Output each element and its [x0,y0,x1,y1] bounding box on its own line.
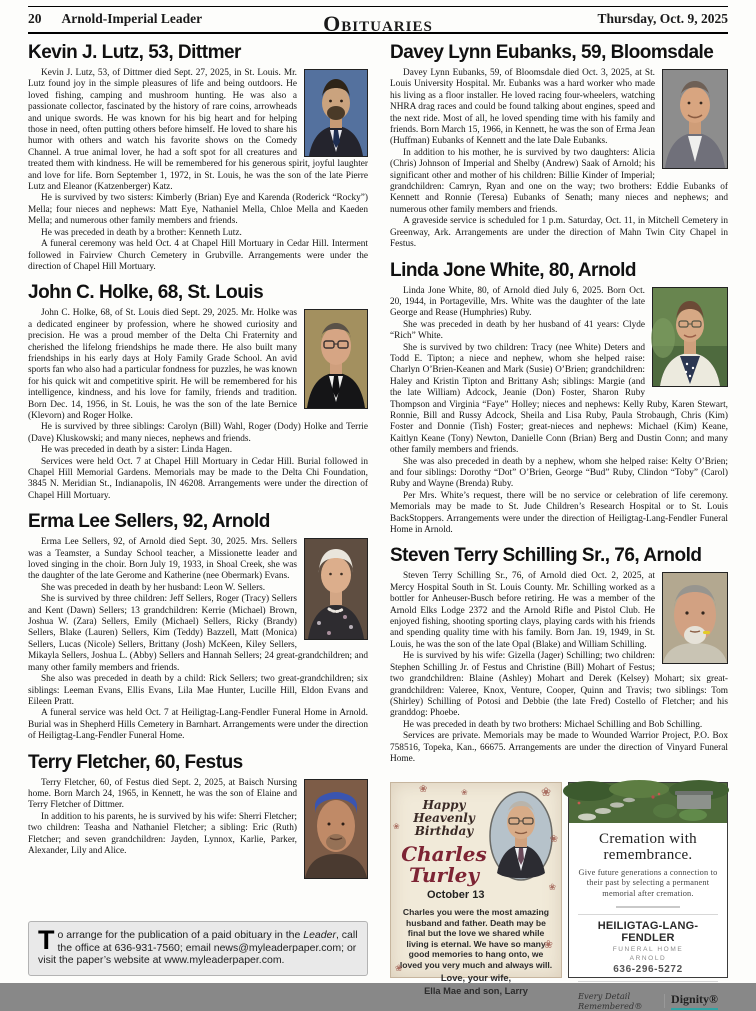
photo-john-holke [304,309,368,409]
obituary-headline: Erma Lee Sellers, 92, Arnold [28,511,270,533]
right-obituary-stream [390,41,728,782]
notice-text: o arrange for the publication of a paid obituary in the [57,929,304,942]
obituary-paragraph: Services are private. Memorials may be made to Wounded Warrior Project, P.O. Box 758516, Topeka, Kan., 66675. Arrangements are under the direction of Vinyard Funeral Home. [390,731,728,764]
obituary-paragraph: She was preceded in death by her husband of 41 years: Clyde “Rich” White. [390,319,645,342]
obituary-paragraph: Davey Lynn Eubanks, 59, of Bloomsdale died Oct. 3, 2025, at St. Louis University Hospital. Mr. Eubanks was a hard worker who made his living as a floor installer. He loved racing four-wheelers, watching NHRA drag races and could be found talking about engines, speed and the next ride. Most of all, he loved spending time with his family and friends. Born March 15, 1966, in Kennett, he was the son of Erma Jean (Huffman) Eubanks of Kennett and the late Dale Eubanks. [390,68,655,147]
advertisements-row [390,782,728,1011]
turley-name-line2: Turley [408,863,480,887]
turley-greeting-line1: Happy Heavenly [413,798,475,825]
obituary-paragraph: She was preceded in death by her husband: Leon W. Sellers. [41,582,266,593]
photo-charles-turley-oval [489,791,553,886]
notice-dropcap: T [38,925,55,956]
obituary-paragraph: He is survived by two sisters: Kimberly (Brian) Eye and Karenda (Roderick “Rocky”) Mella; four nieces and nephews: Matt Eye, Nathaniel Mella, Chloe Mella and Kaeden Mella; and numerous other family members and friends. [28,193,368,227]
floral-decoration-icon: ❀ [461,788,468,797]
obituary-paragraph: Kevin J. Lutz, 53, of Dittmer died Sept. 27, 2025, in St. Louis. Mr. Lutz found joy in the simple pleasures of life and being outdoors. He loved fishing, camping and mushroom hunting. He was also a passionate collector, fascinated by the history of rare coins, arrowheads and unique swords. He was known for his big heart and for helping those in need, often putting others before himself. He loved to share his humor with others and watch his favorite shows on the Comedy Channel. A true animal lover, he had a soft spot for all creatures and treated them with kindness. He will be remembered for his generous spirit, joyful laughter and love for life. Born September 1, 1972, in St. Louis, he was the son of the late Pierre Lutz and Eleanor (Katzenberger) Katz. [28,68,368,193]
obituary-headline: Terry Fletcher, 60, Festus [28,751,243,773]
dignity-logo: Dignity® [671,992,718,1010]
obituary-paragraph: He is survived by his wife: Gizella (Jager) Schilling; two children: Stephen Schilling Jr. of Festus and Christine (Bill) Mohart of Festus; two grandchildren: Blaine (Ashley) Mohart and Derek (Kelsey) Mohart; six great-grandchildren: Valeree, Knox, Venture, Cooper, Quinn and Travis; two siblings: Tom (Shirley) Schilling of Potosi and Debbie (the late Fred) Costello of Fletcher; and his granddog: Phoebe. [390,651,728,719]
obituary-kevin-lutz [28,42,368,273]
turley-closing-line2: Ella Mae and son, Larry [424,986,528,997]
obituary-paragraph: A funeral ceremony was held Oct. 4 at Chapel Hill Mortuary in Cedar Hill. Interment followed in Fairview Church Cemetery in Grubville. Arrangements were under the direction of Chapel Hill Mortuary. [28,239,368,272]
obituary-paragraph: In addition to his mother, he is survived by two daughters: Alicia (Chris) Johnson of Imperial and Shelby (Andrew) Saak of Arnold; his significant other and mother of his children: Billie Kinder of Imperial; grandchildren: Camryn, Ryan and one on the way; two brothers: Eddie Eubanks of Kennett and Ronnie (Teresa) Eubanks of Senath; many nieces and nephews; and numerous other family members and friends. [390,147,728,215]
obituary-paragraph: She also was preceded in death by a child: Rick Sellers; two great-grandchildren; six siblings: Leeman Evans, Ellis Evans, Lila Mae Hunter, Lucille Hill, Eldon Evans and Eileen Pratt. [28,674,368,707]
issue-date: Thursday, Oct. 9, 2025 [597,11,728,26]
obituary-paragraph: John C. Holke, 68, of St. Louis died Sept. 29, 2025. Mr. Holke was a dedicated engineer by profession, where he showed curiosity and precision. He was a proud member of the Delta Chi Fraternity and cherished the lifelong friendships he made there. He also built many friendships in his early days at Holy Family Grade School. An avid sports fan who also had a particular fondness for puzzles, he was known for his quick wit and competitive spirit. He will be remembered for his intelligence, kindness, and his love for family, friends and tradition. Born Dec. 14, 1956, in St. Louis, he was the son of the late Bernice (Klevorn) and Roger Holke. [28,308,297,421]
notice-text: , call the office at 636-931-7560; email news@myleaderpaper.com; or visit the paper’s website at www.myleaderpaper.com. [38,929,358,967]
funeral-home-subtitle: FUNERAL HOME [612,946,684,954]
obituary-john-holke [28,282,368,502]
photo-erma-sellers [304,538,368,640]
right-column [390,41,728,1011]
turley-greeting-line2: Birthday [414,824,474,838]
obituary-headline: John C. Holke, 68, St. Louis [28,282,264,304]
obituary-paragraph: A funeral service was held Oct. 7 at Heiligtag-Lang-Fendler Funeral Home in Arnold. Burial was in Shepherd Hills Cemetery in Barnhart. Arrangements were under the direction of Heiligtag-Lang-Fendler Funeral Home. [28,708,369,742]
obituary-paragraph: He is survived by three siblings: Carolyn (Bill) Wahl, Roger (Dody) Holke and Terrie (Dave) Kluskowski; and many nieces, nephews and friends. [28,422,368,444]
floral-decoration-icon: ❀ [549,834,558,845]
funeral-home-phone: 636-296-5272 [613,964,683,976]
obituary-headline: Davey Lynn Eubanks, 59, Bloomsdale [390,42,714,63]
masthead [28,6,728,34]
cremation-title-line2: remembrance. [603,847,693,863]
obituary-paragraph: She was also preceded in death by a nephew, whom she helped raise: Kelty O’Brien; and four siblings: Dorothy “Dot” O’Brien, George “Bud” Ruby, Clindon “Toby” (Carol) Ruby and Wayne (Brenda) Ruby. [390,456,728,490]
divider [578,914,718,915]
divider [664,994,665,1008]
content-columns [28,34,728,1011]
obituary-davey-eubanks [390,42,728,251]
obituary-paragraph: He was preceded in death by a brother: Kenneth Lutz. [41,227,242,238]
cremation-body-text: Give future generations a connection to their past by selecting a permanent memorial after cremation. [578,868,718,898]
obituary-paragraph: Erma Lee Sellers, 92, of Arnold died Sept. 30, 2025. Mrs. Sellers was a Teamster, a Sunday School teacher, a Missionette leader and loved singing in the choir. Born July 19, 1933, in Shoal Creek, she was the daughter of the late Gerome and Katherine (nee Obermark) Evans. [28,537,297,582]
floral-decoration-icon: ❀ [395,963,403,973]
left-obituary-stream [28,41,368,921]
turley-closing-line1: Love, your wife, [440,972,512,983]
divider [578,981,718,982]
paper-name: Arnold-Imperial Leader [61,11,203,26]
cremation-title-line1: Cremation with [599,831,697,847]
floral-decoration-icon: ❀ [543,939,553,951]
section-title: Obituaries [323,11,433,36]
obituary-paragraph: He was preceded in death by a sister: Linda Hagen. [41,445,233,456]
funeral-home-city: ARNOLD [629,955,667,963]
obituary-paragraph: Steven Terry Schilling Sr., 76, of Arnold died Oct. 2, 2025, at Mercy Hospital South in St. Louis County. Mr. Schilling worked as a bottler for Anheuser-Busch before retiring. He was a member of the Arnold Elks Lodge 2372 and the Arnold Rifle and Pistol Club. He enjoyed fishing, shooting sporting clays, playing cards with his friends and spending quality time with his family. Born Jan. 19, 1949, in St. Louis, he was the son of the late Opal (Blake) and William Schilling. [390,571,655,650]
left-column [28,41,368,983]
photo-steven-schilling [662,572,728,664]
turley-name-line1: Charles [401,842,487,866]
photo-linda-white [652,287,728,387]
obituary-steven-schilling [390,545,728,765]
obituary-paragraph: Per Mrs. White’s request, there will be no service or celebration of life ceremony. Memorials may be made to St. Jude Children’s Research Hospital or to St. Louis BackStoppers. Arrangements were under the direction of Heiligtag-Lang-Fendler Funeral Home in Arnold. [390,490,728,536]
funeral-home-name: HEILIGTAG-LANG-FENDLER [597,920,699,945]
obituary-paragraph: She is survived by two children: Tracy (nee White) Deters and Todd E. Tipton; a niece and nephew, whom she helped raise: Charlyn O’Brien-Keanen and Mark (Susie) O’Brien; grandchildren: Haley and Kristin Tipton and Brittany Ash; siblings: Margie (and the late William) Adcock, Jeanie (Don) Foster, Sharon Ruby Thompson and Virginia “Faye” Holley; nieces and nephews: Kelly Ruby, Karen Stewart, Ronnie, Bill and Russy Adcock, Sheila and Lisa Ruby, Paula Strobaugh, Chris (Kim) Foster and Donnie (Tish) Foster; great-nieces and nephews: Michael (Kim) Keane, Kaitlyn Keane (Tony) Newton, Danielle Conn (Brian) Berg and Dustin Conn; and many other family members and friends. [390,342,728,456]
fine-print-line [616,906,680,908]
obituary-paragraph: In addition to his parents, he is survived by his wife: Sherri Fletcher; two children: Teasha and Nathaniel Fletcher; a sibling: Eric (Ruth) Fletcher; and seven grandchildren: Jayden, Lynnox, Karlie, Parker, Alexander, Lily and Alice. [28,811,297,856]
obituary-linda-white [390,260,728,537]
memorial-ad-charles-turley [390,782,562,997]
obituary-headline: Linda Jone White, 80, Arnold [390,259,637,281]
photo-davey-eubanks [662,69,728,169]
cremation-ad-heiligtag [568,782,728,1011]
obituary-paragraph: Linda Jone White, 80, of Arnold died July 6, 2025. Born Oct. 20, 1944, in Portageville, Mrs. White was the daughter of the late George and Rease (Humphries) Ruby. [390,285,645,319]
obituary-paragraph: He was preceded in death by two brothers: Michael Schilling and Bob Schilling. [403,719,703,730]
turley-date: October 13 [427,889,485,901]
dignity-tagline: Every Detail Remembered® [578,991,643,1011]
obituary-headline: Kevin J. Lutz, 53, Dittmer [28,42,241,63]
paid-obituary-notice [28,921,368,976]
floral-decoration-icon: ❀ [419,784,428,795]
floral-decoration-icon: ❀ [540,785,551,799]
page-number: 20 [28,11,42,26]
photo-terry-fletcher [304,779,368,879]
obituary-paragraph: Services were held Oct. 7 at Chapel Hill Mortuary in Cedar Hill. Burial followed in Chapel Hill Memorial Gardens. Memorials may be made to the Delta Chi Foundation, 3845 N. Meridian St., Indianapolis, IN 46208. Arrangements were under the direction of Chapel Hill Mortuary. [28,456,368,501]
notice-paper-name-italic: Leader [303,929,336,942]
obituary-paragraph: She is survived by three children: Jeff Sellers, Roger (Tracy) Sellers and Kent (Dawn) Sellers; 13 grandchildren: Kerrie (Michael) Brown, Joshua W. (Zara) Sellers, Emily (Michael) Sellers, Ricky (Brandy) Sellers, Blake (Lauren) Sellers, Kim (Teddy) Bazzell, Matt (Monica) Sellers, Lucas (Nicole) Sellers, Brittany (Josh) McKeen, Kiley Sellers, Mikayla Sellers, Joshua L. (Abby) Sellers and Hannah Sellers; 24 great-grandchildren; and many other family members and friends. [28,594,368,673]
obituary-paragraph: Terry Fletcher, 60, of Festus died Sept. 2, 2025, at Baisch Nursing home. Born March 24, 1965, in Kennett, he was the son of Elaine and Terry Fletcher of Dittmer. [28,777,297,811]
turley-message: Charles you were the most amazing husband and father. Death may be final but the love we shared while living is eternal. We have so many good memories to hang onto, we loved you very much and always will. [399,907,553,970]
obituary-headline: Steven Terry Schilling Sr., 76, Arnold [390,545,702,567]
photo-kevin-lutz [304,69,368,157]
floral-decoration-icon: ❀ [548,882,556,892]
floral-decoration-icon: ❀ [393,822,400,831]
obituary-erma-sellers [28,511,368,742]
memorial-garden-photo [569,783,727,823]
obituary-paragraph: A graveside service is scheduled for 1 p.m. Saturday, Oct. 11, in Mitchell Cemetery in Greenway, Ark. Arrangements are under the direction of Mahn Twin City Chapel in Festus. [390,216,728,250]
obituary-terry-fletcher [28,752,368,881]
